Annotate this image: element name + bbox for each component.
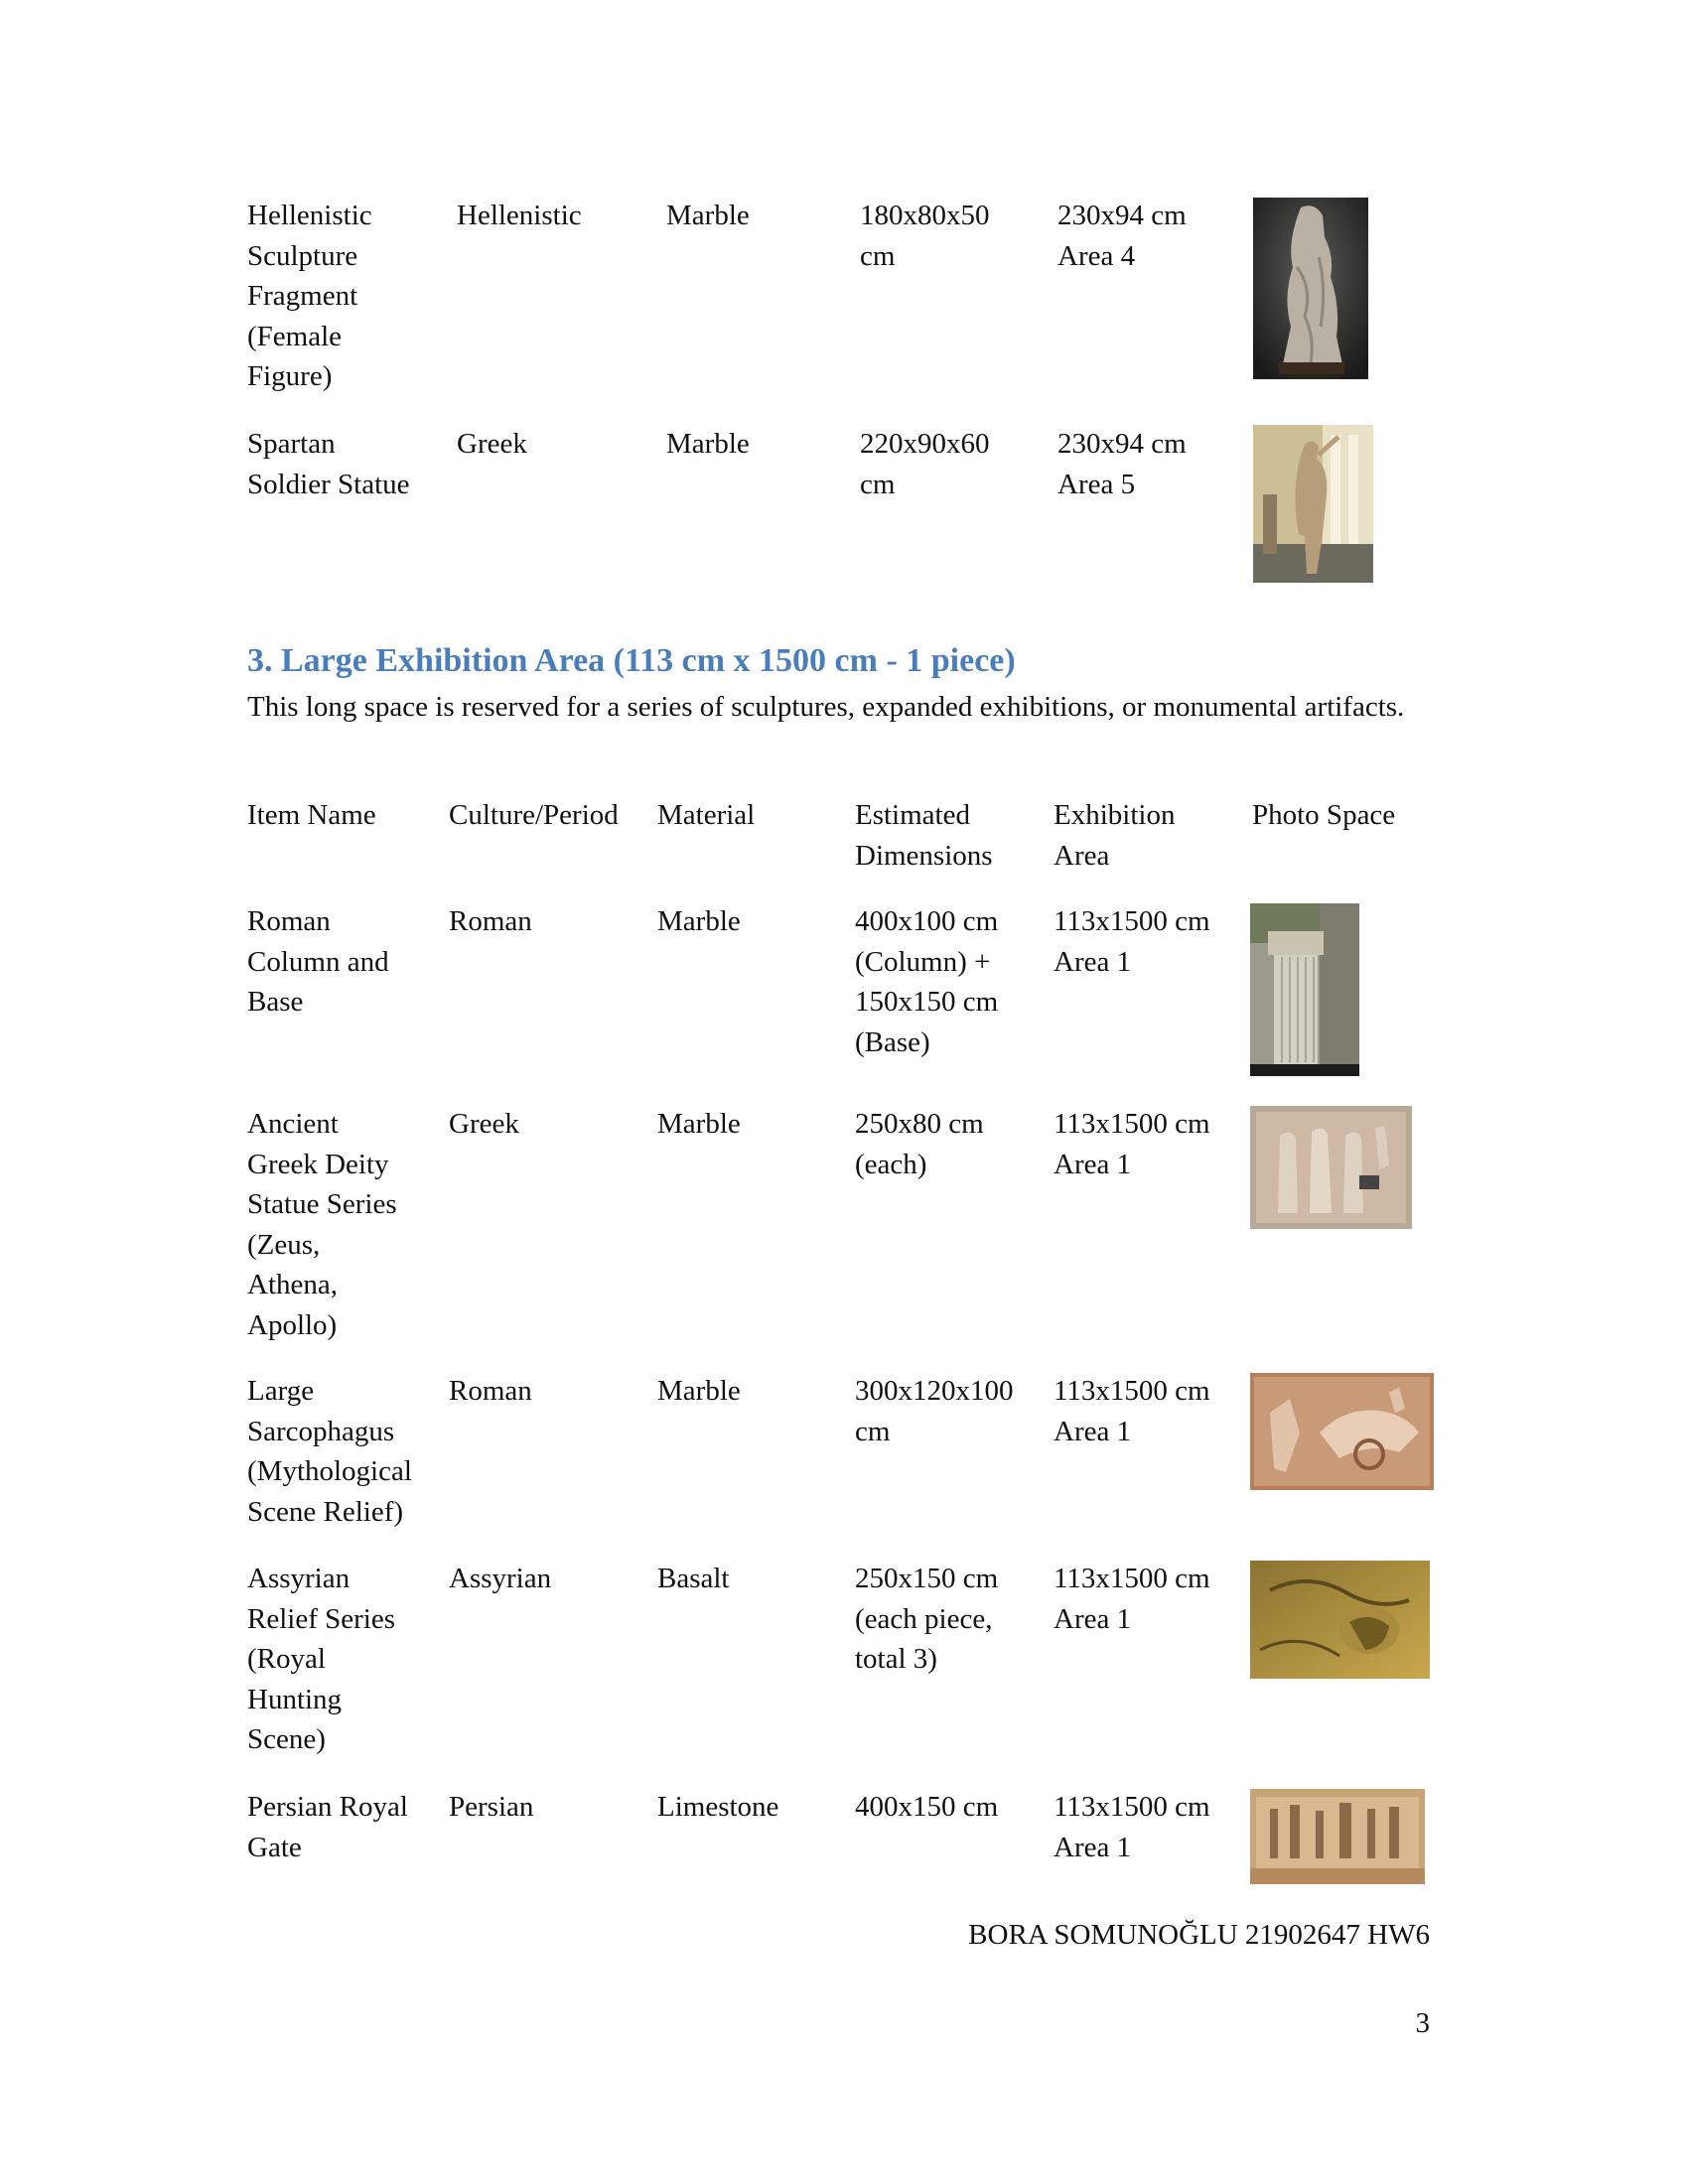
material: Marble: [666, 428, 750, 460]
exhibition-area: 113x1500 cm Area 1: [1054, 1108, 1210, 1180]
female-statue-photo: [1253, 198, 1368, 379]
page-number: 3: [1415, 2007, 1430, 2039]
item-name: Large Sarcophagus (Mythological Scene Relief): [247, 1375, 412, 1528]
item-name: Hellenistic Sculpture Fragment (Female Figure): [247, 200, 372, 392]
dimensions: 220x90x60 cm: [860, 428, 990, 500]
material: Marble: [657, 1375, 741, 1407]
header-photo: Photo Space: [1252, 799, 1396, 831]
roman-column-photo: [1250, 903, 1359, 1076]
dimensions: 300x120x100 cm: [855, 1375, 1014, 1447]
dimensions: 400x150 cm: [855, 1791, 999, 1823]
exhibition-area: 230x94 cm Area 5: [1057, 428, 1187, 500]
exhibition-area: 113x1500 cm Area 1: [1054, 905, 1210, 978]
dimensions: 400x100 cm (Column) + 150x150 cm (Base): [855, 905, 999, 1058]
soldier-statue-photo: [1253, 425, 1373, 583]
culture-period: Assyrian: [449, 1563, 552, 1594]
exhibition-area: 230x94 cm Area 4: [1057, 200, 1187, 272]
material: Limestone: [657, 1791, 779, 1823]
persian-gate-photo: [1250, 1789, 1425, 1884]
dimensions: 250x150 cm (each piece, total 3): [855, 1563, 999, 1675]
dimensions: 180x80x50 cm: [860, 200, 990, 272]
item-name: Persian Royal Gate: [247, 1791, 408, 1863]
item-name: Assyrian Relief Series (Royal Hunting Scene): [247, 1563, 395, 1755]
culture-period: Persian: [449, 1791, 534, 1823]
item-name: Spartan Soldier Statue: [247, 428, 410, 500]
section-intro: This long space is reserved for a series of sculptures, expanded exhibitions, or monumental artifacts.: [247, 691, 1405, 723]
assyrian-relief-photo: [1250, 1561, 1430, 1679]
header-area: Exhibition Area: [1054, 799, 1176, 872]
exhibition-area: 113x1500 cm Area 1: [1054, 1375, 1210, 1447]
header-culture: Culture/Period: [449, 799, 619, 831]
material: Basalt: [657, 1563, 730, 1594]
deity-relief-photo: [1250, 1106, 1412, 1229]
culture-period: Greek: [457, 428, 527, 460]
item-name: Ancient Greek Deity Statue Series (Zeus, Athena, Apollo): [247, 1108, 397, 1341]
section-heading: 3. Large Exhibition Area (113 cm x 1500 cm - 1 piece): [247, 642, 1016, 679]
dimensions: 250x80 cm (each): [855, 1108, 984, 1180]
header-item-name: Item Name: [247, 799, 376, 831]
exhibition-area: 113x1500 cm Area 1: [1054, 1791, 1210, 1863]
sarcophagus-relief-photo: [1250, 1373, 1434, 1490]
culture-period: Hellenistic: [457, 200, 582, 231]
exhibition-area: 113x1500 cm Area 1: [1054, 1563, 1210, 1635]
material: Marble: [657, 905, 741, 937]
culture-period: Greek: [449, 1108, 519, 1140]
header-material: Material: [657, 799, 756, 831]
material: Marble: [666, 200, 750, 231]
culture-period: Roman: [449, 1375, 532, 1407]
item-name: Roman Column and Base: [247, 905, 389, 1018]
culture-period: Roman: [449, 905, 532, 937]
material: Marble: [657, 1108, 741, 1140]
footer-author: BORA SOMUNOĞLU 21902647 HW6: [968, 1919, 1430, 1951]
header-dimensions: Estimated Dimensions: [855, 799, 993, 872]
